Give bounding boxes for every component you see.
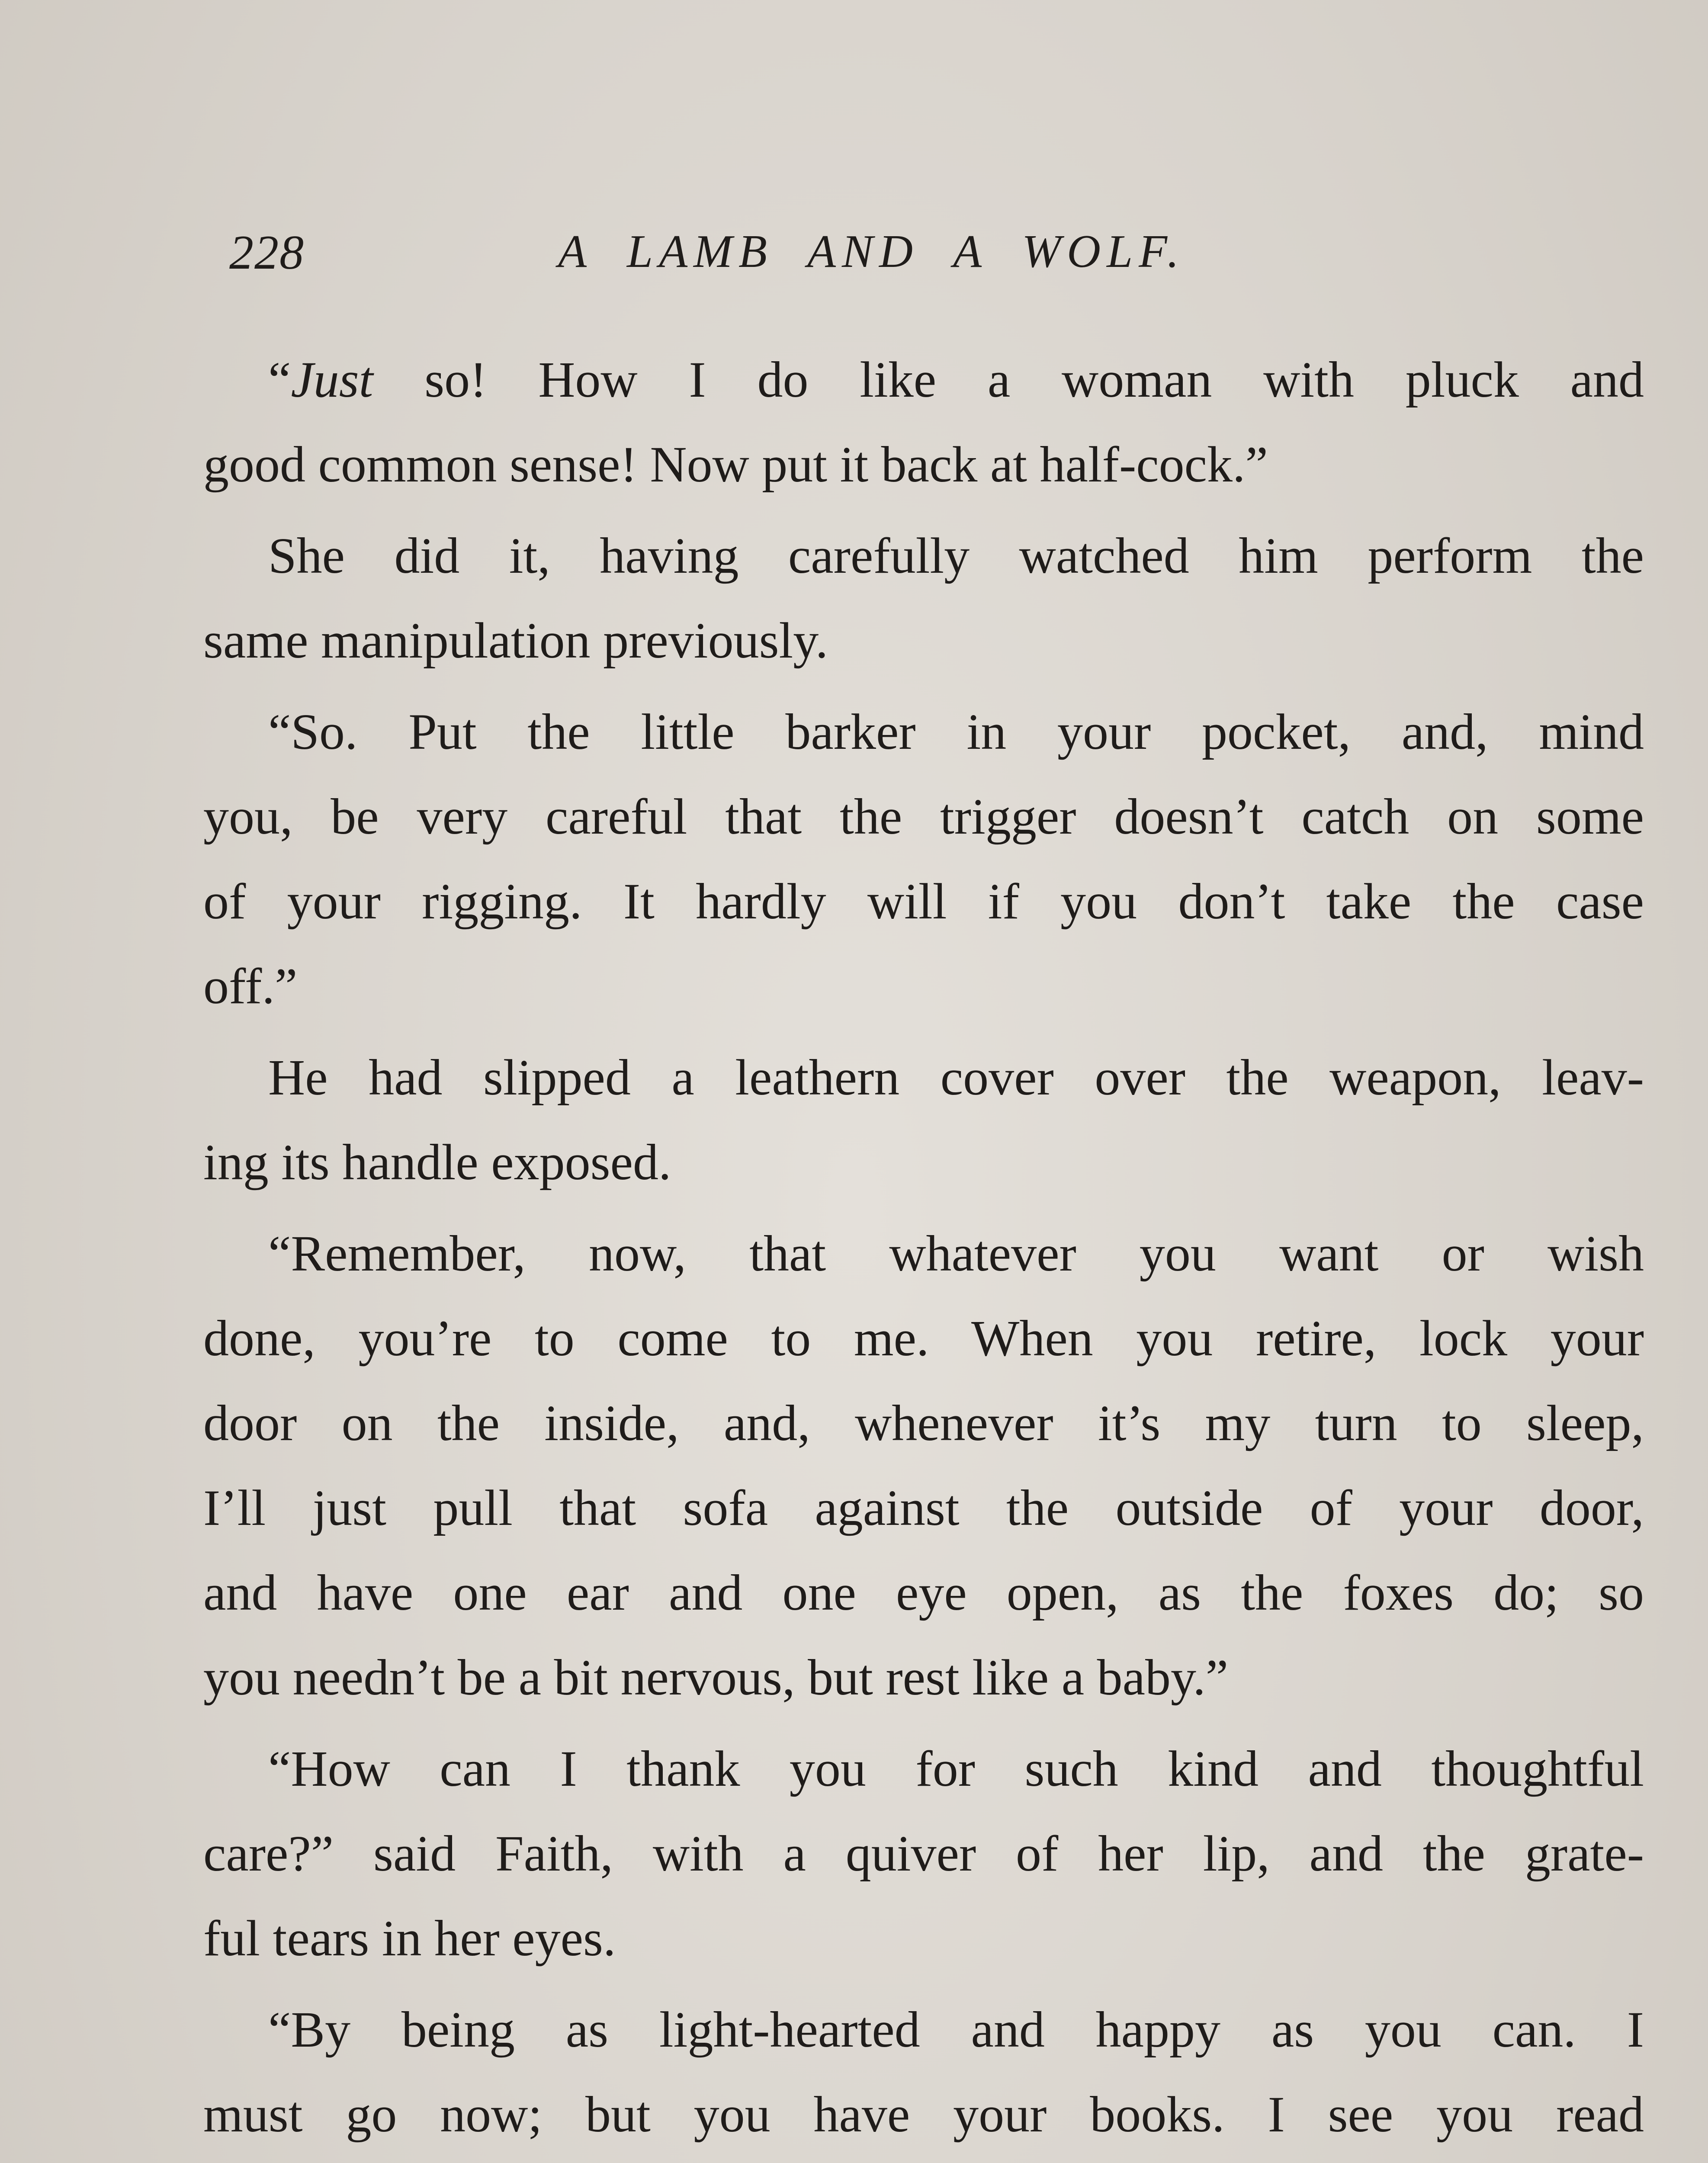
paragraph	[203, 1987, 1644, 2163]
text-line	[203, 690, 1644, 774]
text-segment: same manipulation previously.	[203, 612, 828, 669]
text-line	[203, 598, 1644, 683]
text-line	[203, 1987, 1644, 2072]
text-segment: ing its handle exposed.	[203, 1134, 671, 1191]
text-segment: “By being as light-hearted and happy as you can. I	[268, 2001, 1644, 2058]
paragraph	[203, 1727, 1644, 1981]
text-segment: off.”	[203, 958, 298, 1014]
text-segment: so! How I do like a woman with pluck and	[373, 351, 1644, 408]
running-head: A LAMB AND A WOLF.	[558, 226, 1185, 277]
text-segment: good common sense! Now put it back at half-cock.”	[203, 436, 1268, 493]
italic-text: Just	[291, 351, 373, 408]
text-line	[203, 513, 1644, 598]
text-line	[203, 774, 1644, 859]
paragraph	[203, 337, 1644, 507]
text-line	[203, 1896, 1644, 1981]
text-line	[203, 1811, 1644, 1896]
text-segment: must go now; but you have your books. I see you read	[203, 2086, 1644, 2143]
text-segment: door on the inside, and, whenever it’s my turn to sleep,	[203, 1395, 1644, 1451]
text-line	[203, 337, 1644, 422]
paragraph	[203, 690, 1644, 1029]
paragraph	[203, 513, 1644, 683]
text-segment: He had slipped a leathern cover over the weapon, leav-	[268, 1049, 1644, 1106]
text-line	[203, 1211, 1644, 1296]
text-line	[203, 422, 1644, 507]
text-segment: care?” said Faith, with a quiver of her lip, and the grate-	[203, 1825, 1644, 1882]
text-line	[203, 2157, 1644, 2163]
text-segment: you needn’t be a bit nervous, but rest like a baby.”	[203, 1649, 1229, 1706]
paragraph	[203, 1035, 1644, 1205]
text-segment: She did it, having carefully watched him perform the	[268, 527, 1644, 584]
page-number: 228	[229, 226, 305, 279]
text-segment: I’ll just pull that sofa against the outside of your door,	[203, 1479, 1644, 1536]
text-line	[203, 1035, 1644, 1120]
text-segment: “Remember, now, that whatever you want or wish	[268, 1225, 1644, 1282]
text-segment: ful tears in her eyes.	[203, 1910, 616, 1967]
text-line	[203, 1550, 1644, 1635]
text-segment: and have one ear and one eye open, as the foxes do; so	[203, 1564, 1644, 1621]
text-line	[203, 2072, 1644, 2157]
text-line	[203, 1120, 1644, 1205]
text-line	[203, 1381, 1644, 1466]
body-text	[203, 337, 1644, 2163]
page-header	[229, 225, 1657, 286]
text-segment: “How can I thank you for such kind and thoughtful	[268, 1740, 1644, 1797]
text-line	[203, 859, 1644, 944]
text-segment: done, you’re to come to me. When you retire, lock your	[203, 1310, 1644, 1367]
text-segment: “So. Put the little barker in your pocket, and, mind	[268, 703, 1644, 760]
text-segment: you, be very careful that the trigger doesn’t catch on some	[203, 788, 1644, 845]
text-line	[203, 1296, 1644, 1381]
text-line	[203, 944, 1644, 1029]
text-line	[203, 1466, 1644, 1550]
text-segment: “	[268, 351, 291, 408]
text-line	[203, 1727, 1644, 1811]
paragraph	[203, 1211, 1644, 1720]
text-segment: of your rigging. It hardly will if you don’t take the case	[203, 873, 1644, 930]
text-line	[203, 1635, 1644, 1720]
